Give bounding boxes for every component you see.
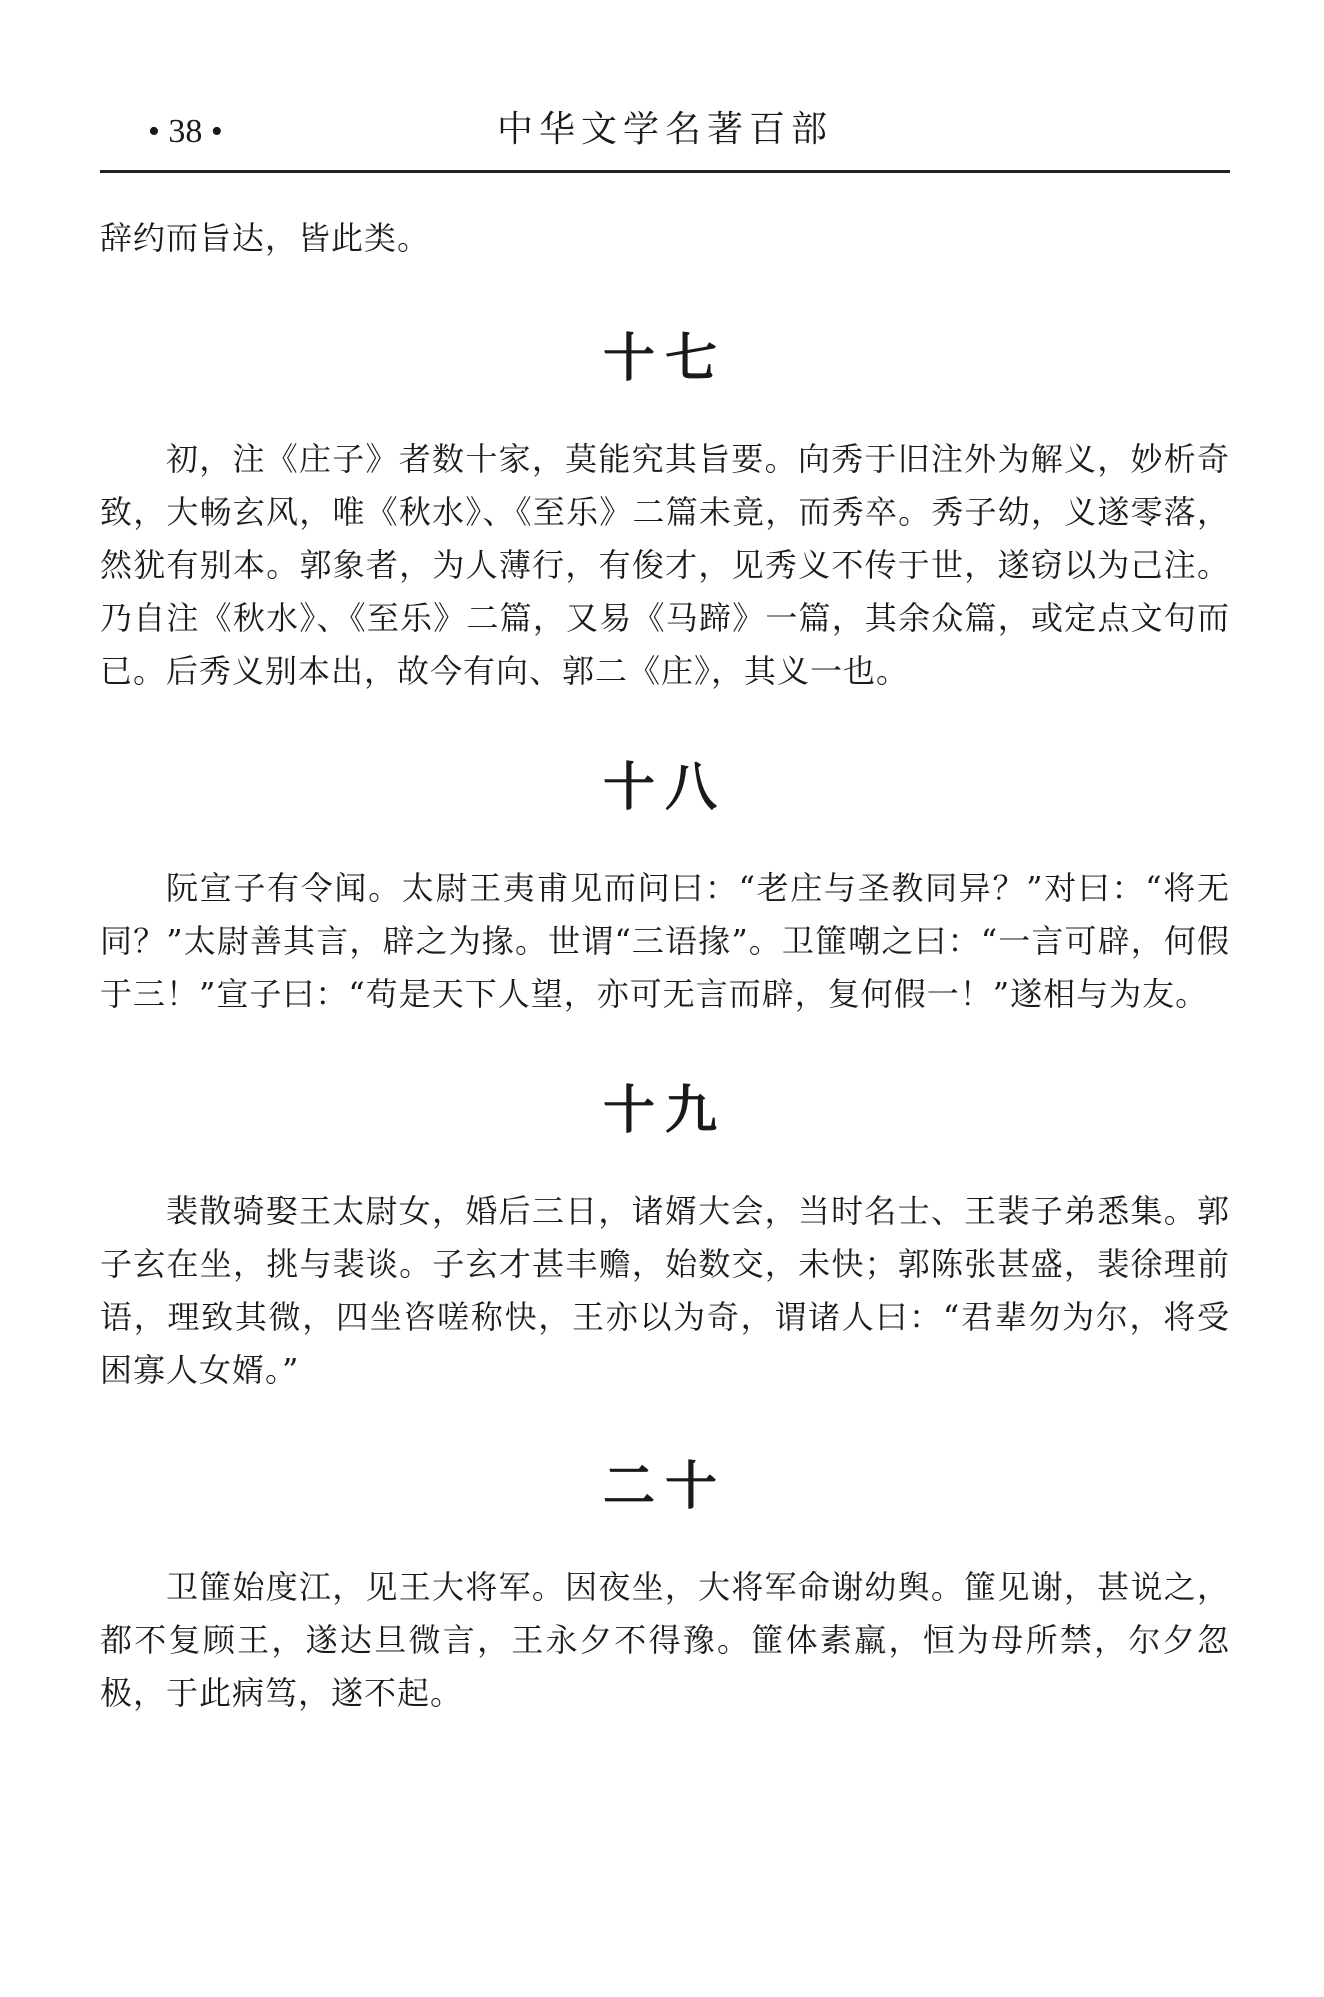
section-text-19: 裴散骑娶王太尉女，婚后三日，诸婿大会，当时名士、王裴子弟悉集。郭子玄在坐，挑与裴谈。子玄才甚丰赡，始数交，未快；郭陈张甚盛，裴徐理前语，理致其微，四坐咨嗟称快，王亦以为奇，谓诸人曰：“君辈勿为尔，将受困寡人女婿。” — [100, 1192, 1230, 1389]
section-heading-20: 二十 — [602, 1457, 727, 1517]
section-text-20: 卫篚始度江，见王大将军。因夜坐，大将军命谢幼舆。篚见谢，甚说之，都不复顾王，遂达旦微言，王永夕不得豫。篚体素羸，恒为母所禁，尔夕忽极，于此病笃，遂不起。 — [100, 1568, 1230, 1712]
header-rule — [100, 170, 1230, 173]
lead-paragraph: 辞约而旨达，皆此类。 — [100, 219, 431, 257]
section-text-17: 初，注《庄子》者数十家，莫能究其旨要。向秀于旧注外为解义，妙析奇致，大畅玄风，唯《秋水》、《至乐》二篇未竟，而秀卒。秀子幼，义遂零落，然犹有别本。郭象者，为人薄行，有俊才，见秀义不传于世，遂窃以为己注。乃自注《秋水》、《至乐》二篇，又易《马蹄》一篇，其余众篇，或定点文句而已。后秀义别本出，故今有向、郭二《庄》，其义一也。 — [100, 440, 1230, 690]
page-content — [100, 212, 1230, 1720]
book-page — [100, 0, 1230, 1997]
running-title: 中华文学名著百部 — [496, 109, 833, 150]
page-number: • 38 • — [148, 113, 223, 150]
section-heading-19: 十九 — [602, 1081, 727, 1141]
page-header — [100, 108, 1230, 168]
section-text-18: 阮宣子有令闻。太尉王夷甫见而问曰：“老庄与圣教同异？”对曰：“将无同？”太尉善其言，辟之为掾。世谓“三语掾”。卫篚嘲之曰：“一言可辟，何假于三！”宣子曰：“苟是天下人望，亦可无言而辟，复何假一！”遂相与为友。 — [100, 869, 1230, 1013]
section-heading-17: 十七 — [602, 329, 727, 389]
section-heading-18: 十八 — [602, 758, 727, 818]
